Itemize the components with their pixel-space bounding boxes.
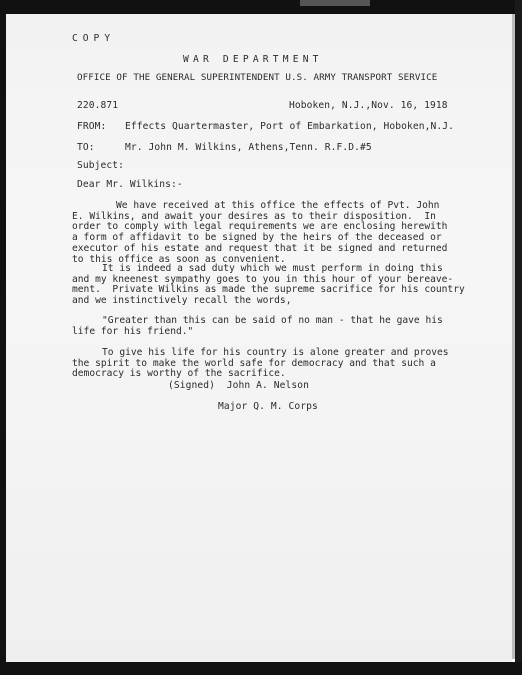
paragraph-line: executor of his estate and request that it be signed and returned <box>72 242 448 254</box>
paragraph-line: It is indeed a sad duty which we must perform in doing this <box>102 263 443 274</box>
paragraph-line: and my kneenest sympathy goes to you in this hour of your bereave- <box>72 273 454 285</box>
copy-mark: COPY <box>72 33 116 44</box>
paragraph-line: E. Wilkins, and await your desires as to their disposition. In <box>72 210 436 222</box>
scan-left-border <box>0 0 6 675</box>
paragraph-line: democracy is worthy of the sacrifice. <box>72 368 286 380</box>
from-value: Effects Quartermaster, Port of Embarkation, Hoboken,N.J. <box>125 121 455 132</box>
salutation: Dear Mr. Wilkins:- <box>77 179 183 190</box>
scan-bottom-border <box>0 662 522 675</box>
paragraph-line: We have received at this office the effects of Pvt. John <box>116 200 440 211</box>
place-date: Hoboken, N.J.,Nov. 16, 1918 <box>289 100 448 111</box>
paragraph-line: the spirit to make the world safe for democracy and that such a <box>72 357 436 369</box>
to-label: TO: <box>77 142 95 153</box>
paragraph-quotation <box>72 316 452 337</box>
paragraph-effects <box>72 201 452 265</box>
scan-right-border <box>515 0 522 675</box>
scan-top-border <box>0 0 522 14</box>
department-heading: WAR DEPARTMENT <box>183 54 323 65</box>
paragraph-line: life for his friend." <box>72 325 194 337</box>
signer-rank: Major Q. M. Corps <box>218 401 318 412</box>
paragraph-line: "Greater than this can be said of no man - that he gave his <box>102 315 443 326</box>
paragraph-line: ment. Private Wilkins as made the supreme sacrifice for his country <box>72 284 465 296</box>
reference-number: 220.871 <box>77 100 119 111</box>
paragraph-sympathy <box>72 263 465 307</box>
office-heading: OFFICE OF THE GENERAL SUPERINTENDENT U.S. ARMY TRANSPORT SERVICE <box>77 72 438 83</box>
signature-line: (Signed) John A. Nelson <box>168 380 310 391</box>
paragraph-line: order to comply with legal requirements we are enclosing herewith <box>72 221 448 233</box>
paragraph-line: to this office as soon as convenient. <box>72 253 286 265</box>
paragraph-line: and we instinctively recall the words, <box>72 295 292 307</box>
to-value: Mr. John M. Wilkins, Athens,Tenn. R.F.D.#5 <box>125 142 372 153</box>
paragraph-line: To give his life for his country is alone greater and proves <box>102 347 449 358</box>
scan-top-border-mark <box>300 0 370 6</box>
paragraph-sacrifice <box>72 348 452 380</box>
from-label: FROM: <box>77 121 107 132</box>
subject-label: Subject: <box>77 160 125 171</box>
paragraph-line: a form of affidavit to be signed by the heirs of the deceased or <box>72 232 442 244</box>
